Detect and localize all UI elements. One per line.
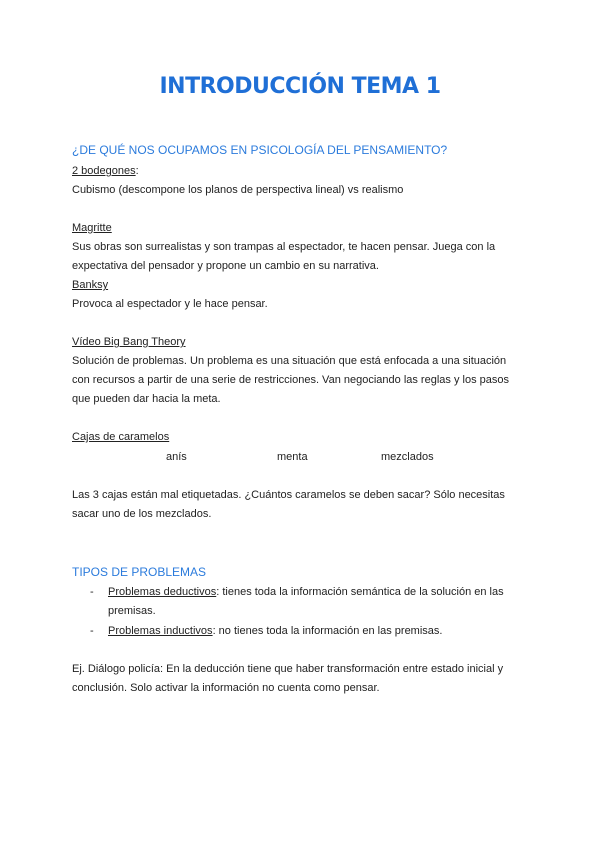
bullet-dash-1: -: [90, 586, 94, 598]
page-title: INTRODUCCIÓN TEMA 1: [159, 74, 441, 99]
list-item-deductivos: [108, 585, 504, 599]
caja-item-anis: anís: [166, 451, 187, 463]
video-text-line1: Solución de problemas. Un problema es una situación que está enfocada a una situación: [72, 355, 507, 367]
bodegones-colon: :: [135, 165, 139, 177]
bullet-dash-2: -: [90, 625, 94, 637]
magritte-text-line2: expectativa del pensador y propone un cambio en su narrativa.: [72, 260, 379, 272]
section-heading-pensamiento: ¿DE QUÉ NOS OCUPAMOS EN PSICOLOGÍA DEL PENSAMIENTO?: [72, 143, 448, 157]
inductivos-label: Problemas inductivos: [108, 625, 213, 637]
list-item-inductivos: [108, 624, 442, 638]
cajas-label: Cajas de caramelos: [72, 431, 170, 443]
deductivos-text-line2: premisas.: [108, 605, 156, 617]
cajas-text-line2: sacar uno de los mezclados.: [72, 508, 212, 520]
video-text-line2: con recursos a partir de una serie de restricciones. Van negociando las reglas y los pasos: [72, 374, 509, 386]
caja-item-mezclados: mezclados: [381, 451, 434, 463]
deductivos-label: Problemas deductivos: [108, 586, 217, 598]
deductivos-text: : tienes toda la información semántica de la solución en las: [216, 586, 504, 598]
example-text-line2: conclusión. Solo activar la información no cuenta como pensar.: [72, 682, 380, 694]
bodegones-label-line: [72, 164, 139, 178]
bodegones-label: 2 bodegones: [72, 165, 136, 177]
video-label: Vídeo Big Bang Theory: [72, 336, 186, 348]
example-text-line1: Ej. Diálogo policía: En la deducción tiene que haber transformación entre estado inicial y: [72, 663, 504, 675]
inductivos-text: : no tienes toda la información en las premisas.: [212, 625, 443, 637]
magritte-label: Magritte: [72, 222, 112, 234]
section-heading-tipos: TIPOS DE PROBLEMAS: [72, 565, 207, 579]
banksy-text: Provoca al espectador y le hace pensar.: [72, 298, 268, 310]
bodegones-text: Cubismo (descompone los planos de perspectiva lineal) vs realismo: [72, 184, 404, 196]
cajas-text-line1: Las 3 cajas están mal etiquetadas. ¿Cuántos caramelos se deben sacar? Sólo necesitas: [72, 489, 505, 501]
banksy-label: Banksy: [72, 279, 109, 291]
caja-item-menta: menta: [277, 451, 308, 463]
video-text-line3: que pueden dar hacia la meta.: [72, 393, 221, 405]
magritte-text-line1: Sus obras son surrealistas y son trampas al espectador, te hacen pensar. Juega con la: [72, 241, 496, 253]
